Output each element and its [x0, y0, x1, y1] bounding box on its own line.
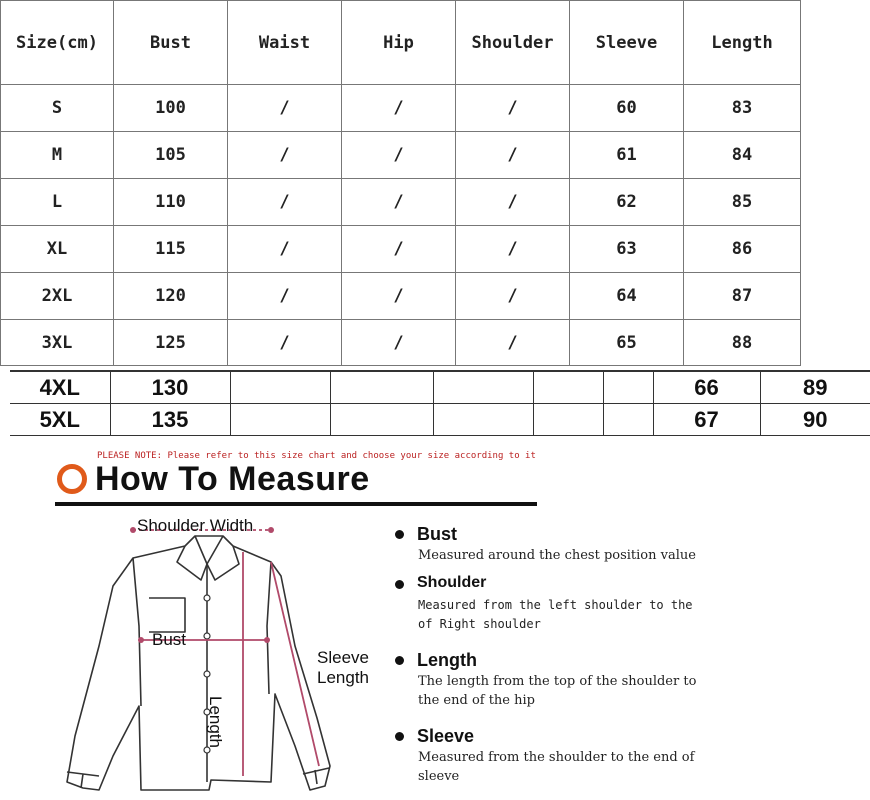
- item-heading: Length: [417, 650, 477, 670]
- table-row: [1, 273, 801, 320]
- cell-shoulder: /: [456, 132, 570, 179]
- cell-length: 89: [760, 371, 870, 404]
- cell-length: 84: [684, 132, 801, 179]
- table-row: [10, 371, 870, 404]
- item-heading: Shoulder: [417, 574, 487, 591]
- item-heading: Bust: [417, 524, 457, 544]
- table-row: [10, 404, 870, 436]
- cell-bust: 120: [114, 273, 228, 320]
- cell-size: L: [1, 179, 114, 226]
- cell-length: 85: [684, 179, 801, 226]
- cell-shoulder: /: [456, 273, 570, 320]
- cell-empty: [533, 404, 603, 436]
- cell-length: 83: [684, 85, 801, 132]
- cell-shoulder: /: [456, 320, 570, 366]
- cell-waist: /: [228, 273, 342, 320]
- header-shoulder: Shoulder: [456, 1, 570, 85]
- size-table: [0, 0, 801, 366]
- item-description: Measured around the chest position value: [418, 548, 696, 563]
- cell-size: 3XL: [1, 320, 114, 366]
- cell-empty: [533, 371, 603, 404]
- item-heading: Sleeve: [417, 726, 475, 746]
- cell-sleeve: 63: [570, 226, 684, 273]
- table-row: [1, 85, 801, 132]
- item-description: Measured from the shoulder to the end of sleeve: [418, 750, 695, 784]
- cell-hip: /: [342, 85, 456, 132]
- cell-empty: [330, 404, 433, 436]
- cell-size: 5XL: [10, 404, 110, 436]
- cell-sleeve: 64: [570, 273, 684, 320]
- cell-hip: /: [342, 273, 456, 320]
- cell-bust: 125: [114, 320, 228, 366]
- item-description: The length from the top of the shoulder to the end of the hip: [418, 674, 697, 708]
- cell-length: 90: [760, 404, 870, 436]
- table-row: [1, 320, 801, 366]
- cell-length: 87: [684, 273, 801, 320]
- cell-bust: 135: [110, 404, 230, 436]
- cell-sleeve: 61: [570, 132, 684, 179]
- cell-bust: 100: [114, 85, 228, 132]
- header-length: Length: [684, 1, 801, 85]
- cell-waist: /: [228, 320, 342, 366]
- cell-sleeve: 66: [653, 371, 760, 404]
- header-sleeve: Sleeve: [570, 1, 684, 85]
- how-to-measure-section: [55, 446, 755, 800]
- cell-hip: /: [342, 226, 456, 273]
- cell-hip: /: [342, 179, 456, 226]
- cell-size: S: [1, 85, 114, 132]
- cell-empty: [433, 371, 533, 404]
- size-note: PLEASE NOTE: Please refer to this size chart and choose your size according to it: [97, 451, 536, 461]
- cell-shoulder: /: [456, 226, 570, 273]
- table-row: [1, 179, 801, 226]
- cell-bust: 105: [114, 132, 228, 179]
- bullet-icon: [395, 732, 404, 741]
- extra-size-table: [10, 370, 870, 436]
- cell-waist: /: [228, 226, 342, 273]
- cell-hip: /: [342, 320, 456, 366]
- cell-empty: [330, 371, 433, 404]
- header-hip: Hip: [342, 1, 456, 85]
- header-bust: Bust: [114, 1, 228, 85]
- cell-empty: [603, 404, 653, 436]
- cell-empty: [433, 404, 533, 436]
- cell-sleeve: 67: [653, 404, 760, 436]
- cell-waist: /: [228, 179, 342, 226]
- bullet-icon: [395, 656, 404, 665]
- cell-shoulder: /: [456, 179, 570, 226]
- cell-sleeve: 65: [570, 320, 684, 366]
- cell-length: 88: [684, 320, 801, 366]
- cell-size: 2XL: [1, 273, 114, 320]
- label-bust: Bust: [152, 630, 187, 649]
- cell-size: 4XL: [10, 371, 110, 404]
- cell-empty: [230, 404, 330, 436]
- item-description: Measured from the left shoulder to the of Right shoulder: [418, 598, 693, 631]
- cell-bust: 115: [114, 226, 228, 273]
- cell-waist: /: [228, 85, 342, 132]
- cell-waist: /: [228, 132, 342, 179]
- cell-bust: 130: [110, 371, 230, 404]
- header-waist: Waist: [228, 1, 342, 85]
- cell-bust: 110: [114, 179, 228, 226]
- label-sleeve-line2: Length: [317, 668, 369, 687]
- cell-sleeve: 60: [570, 85, 684, 132]
- label-shoulder-width: Shoulder Width: [137, 516, 254, 535]
- table-row: [1, 132, 801, 179]
- cell-shoulder: /: [456, 85, 570, 132]
- cell-empty: [603, 371, 653, 404]
- cell-hip: /: [342, 132, 456, 179]
- size-table-header: [1, 1, 801, 85]
- label-length: Length: [206, 696, 225, 748]
- bullet-icon: [395, 580, 404, 589]
- cell-size: XL: [1, 226, 114, 273]
- label-sleeve-line1: Sleeve: [317, 648, 369, 667]
- bullet-icon: [395, 530, 404, 539]
- table-row: [1, 226, 801, 273]
- cell-empty: [230, 371, 330, 404]
- cell-size: M: [1, 132, 114, 179]
- cell-sleeve: 62: [570, 179, 684, 226]
- header-size: Size(cm): [1, 1, 114, 85]
- measure-title: How To Measure: [95, 460, 370, 498]
- circle-icon: [57, 464, 87, 494]
- cell-length: 86: [684, 226, 801, 273]
